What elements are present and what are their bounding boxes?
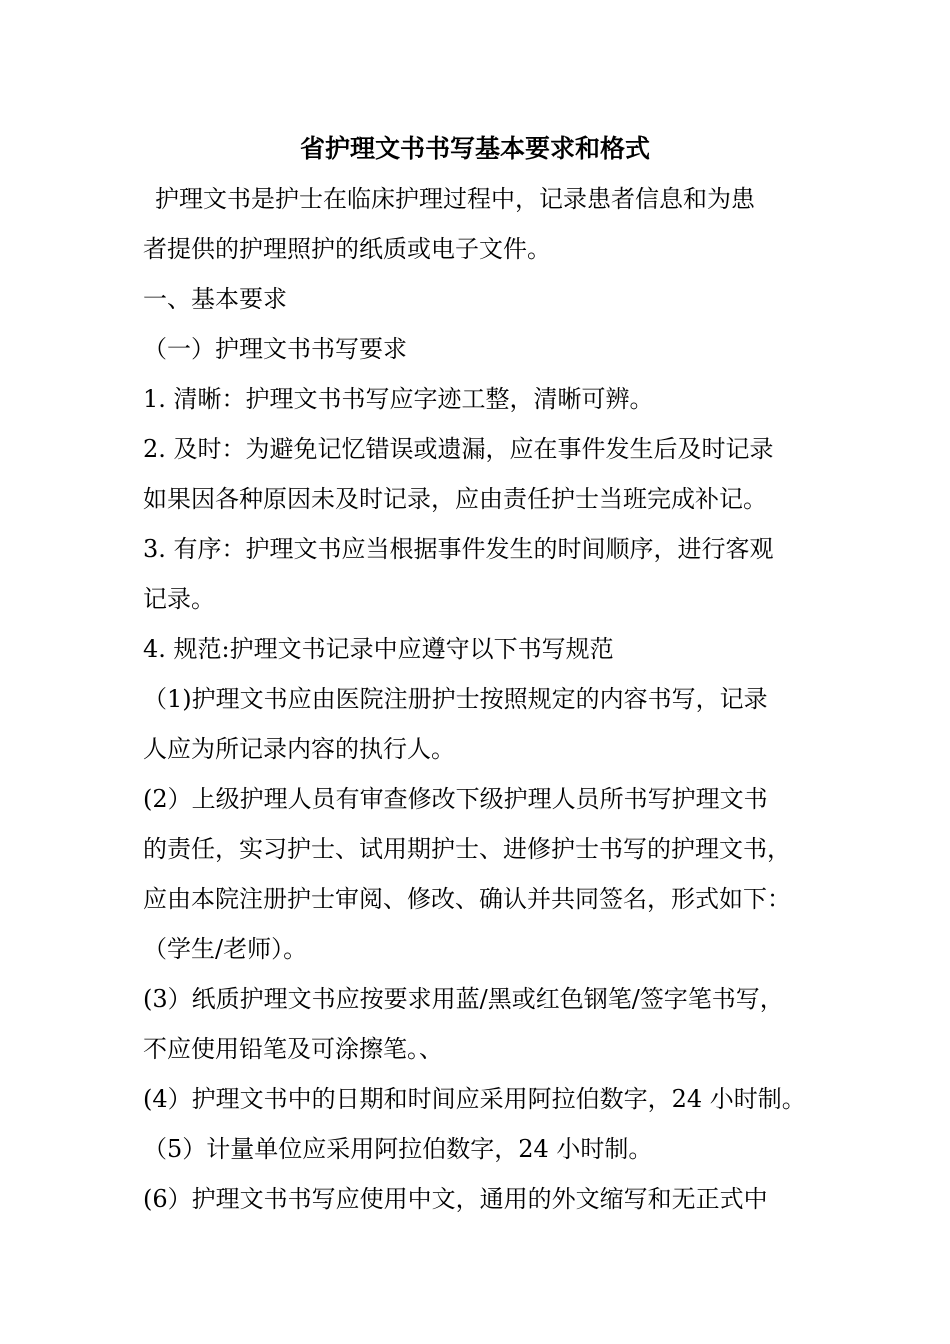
rule-5: （5）计量单位应采用阿拉伯数字，24 小时制。 <box>143 1135 653 1163</box>
rule-3-continued: 不应使用铅笔及可涂擦笔。、 <box>143 1035 443 1063</box>
body-line-1: 护理文书是护士在临床护理过程中，记录患者信息和为患 <box>155 185 755 213</box>
item-2-timeliness: 2. 及时：为避免记忆错误或遗漏，应在事件发生后及时记录 <box>143 435 774 463</box>
rule-1-continued: 人应为所记录内容的执行人。 <box>143 735 455 763</box>
body-line-2: 者提供的护理照护的纸质或电子文件。 <box>143 235 551 263</box>
item-3-order: 3. 有序：护理文书应当根据事件发生的时间顺序，进行客观 <box>143 535 774 563</box>
rule-3: (3）纸质护理文书应按要求用蓝/黑或红色钢笔/签字笔书写， <box>143 985 784 1013</box>
subsection-heading-writing-requirements: （一）护理文书书写要求 <box>143 335 407 363</box>
document-title: 省护理文书书写基本要求和格式 <box>299 134 650 163</box>
rule-2-continued-2: 应由本院注册护士审阅、修改、确认并共同签名，形式如下： <box>143 885 791 913</box>
rule-2: (2）上级护理人员有审查修改下级护理人员所书写护理文书 <box>143 785 768 813</box>
rule-4: (4）护理文书中的日期和时间应采用阿拉伯数字，24 小时制。 <box>143 1085 806 1113</box>
item-3-continued: 记录。 <box>143 585 215 613</box>
rule-1: （1)护理文书应由医院注册护士按照规定的内容书写，记录 <box>143 685 768 713</box>
item-1-clarity: 1. 清晰：护理文书书写应字迹工整，清晰可辨。 <box>143 385 654 413</box>
rule-6: (6）护理文书书写应使用中文，通用的外文缩写和无正式中 <box>143 1185 768 1213</box>
item-2-continued: 如果因各种原因未及时记录，应由责任护士当班完成补记。 <box>143 485 767 513</box>
item-4-standards: 4. 规范:护理文书记录中应遵守以下书写规范 <box>143 635 614 663</box>
section-heading-basic-requirements: 一、基本要求 <box>143 285 287 313</box>
rule-2-continued-3: （学生/老师）。 <box>143 935 308 963</box>
rule-2-continued-1: 的责任，实习护士、试用期护士、进修护士书写的护理文书， <box>143 835 791 863</box>
